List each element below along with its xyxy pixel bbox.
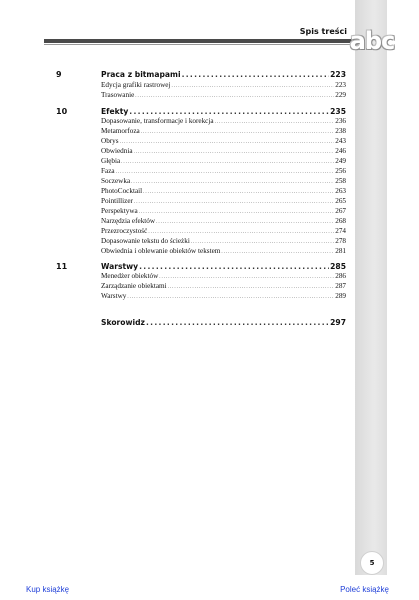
dot-leader [182, 70, 330, 79]
dot-leader [127, 295, 334, 300]
page-header-title: Spis treści [299, 27, 347, 36]
toc-entry [101, 292, 346, 302]
toc-entry [101, 127, 346, 137]
toc-entry-title: Edycja grafiki rastrowej [101, 81, 171, 89]
dot-leader [191, 240, 334, 245]
dot-leader [139, 210, 334, 215]
dot-leader [168, 285, 335, 290]
dot-leader [134, 150, 335, 155]
toc-index-entry [101, 318, 346, 328]
toc-page-number: 256 [335, 167, 346, 175]
toc-entry-title: Perspektywa [101, 207, 138, 215]
toc-page-number: 243 [335, 137, 346, 145]
dot-leader [159, 275, 334, 280]
toc-entry-title: Menedżer obiektów [101, 272, 159, 280]
toc-page-number: 265 [335, 197, 346, 205]
toc-entry-title: Metamorfoza [101, 127, 140, 135]
toc-entry-title: Dopasowanie, transformacje i korekcja [101, 117, 214, 125]
toc-chapter-entry [101, 262, 346, 272]
buy-book-link[interactable]: Kup książkę [26, 585, 70, 594]
toc-chapter-title: Warstwy [101, 262, 139, 271]
toc-page-number: 287 [335, 282, 346, 290]
dot-leader [156, 220, 334, 225]
toc-entry [101, 117, 346, 127]
toc-page-number: 223 [335, 81, 346, 89]
toc-page-number: 249 [335, 157, 346, 165]
toc-entry-title: Dopasowanie tekstu do ścieżki [101, 237, 190, 245]
dot-leader [215, 120, 335, 125]
toc-entry-title: Obwiednia i oblewanie obiektów tekstem [101, 247, 221, 255]
dot-leader [134, 200, 334, 205]
toc-entry [101, 282, 346, 292]
toc-entry-title: Soczewka [101, 177, 131, 185]
toc-chapter-entry [101, 70, 346, 80]
toc-entry-title: Pointillizer [101, 197, 133, 205]
dot-leader [139, 262, 329, 271]
toc-entry-title: Trasowanie [101, 91, 135, 99]
toc-page-number: 223 [330, 70, 346, 79]
dot-leader [143, 190, 334, 195]
toc-entry-title: Głębia [101, 157, 121, 165]
dot-leader [121, 160, 334, 165]
toc-entry [101, 247, 346, 257]
toc-page-number: 297 [330, 318, 346, 327]
chapter-number: 9 [56, 70, 62, 79]
toc-entry-title: Obwiednia [101, 147, 133, 155]
dot-leader [148, 230, 334, 235]
toc-entry-title: Warstwy [101, 292, 127, 300]
toc-page-number: 246 [335, 147, 346, 155]
abc-logo: abc [349, 27, 395, 55]
toc-page-number: 229 [335, 91, 346, 99]
toc-entry-title: PhotoCocktail [101, 187, 143, 195]
toc-entry [101, 207, 346, 217]
toc-entry [101, 272, 346, 282]
toc-page-number: 278 [335, 237, 346, 245]
toc-entry-title: Obrys [101, 137, 119, 145]
recommend-book-link[interactable]: Poleć książkę [340, 585, 389, 594]
toc-entry [101, 147, 346, 157]
toc-entry-title: Zarządzanie obiektami [101, 282, 167, 290]
chapter-number: 11 [56, 262, 68, 271]
toc-page-number: 267 [335, 207, 346, 215]
toc-entry [101, 187, 346, 197]
dot-leader [141, 130, 335, 135]
dot-leader [129, 107, 329, 116]
toc-entry [101, 157, 346, 167]
toc-entry [101, 217, 346, 227]
toc-page-number: 238 [335, 127, 346, 135]
toc-entry-title: Faza [101, 167, 115, 175]
toc-entry [101, 237, 346, 247]
toc-page-number: 286 [335, 272, 346, 280]
toc-page-number: 236 [335, 117, 346, 125]
toc-index-title: Skorowidz [101, 318, 145, 327]
dot-leader [135, 94, 334, 99]
dot-leader [221, 250, 334, 255]
toc-entry [101, 91, 346, 101]
toc-entry [101, 137, 346, 147]
chapter-number: 10 [56, 107, 68, 116]
toc-chapter-entry [101, 107, 346, 117]
toc-page-number: 274 [335, 227, 346, 235]
toc-chapter-title: Praca z bitmapami [101, 70, 181, 79]
toc-page-number: 258 [335, 177, 346, 185]
toc-entry [101, 197, 346, 207]
toc-page-number: 268 [335, 217, 346, 225]
toc-page-number: 285 [330, 262, 346, 271]
toc-page-number: 263 [335, 187, 346, 195]
dot-leader [171, 84, 334, 89]
toc-page-number: 235 [330, 107, 346, 116]
toc-entry [101, 167, 346, 177]
page-number-badge: 5 [360, 551, 384, 575]
toc-entry-title: Narzędzia efektów [101, 217, 156, 225]
toc-chapter-title: Efekty [101, 107, 129, 116]
toc-entry-title: Przezroczystość [101, 227, 148, 235]
toc-page-number: 281 [335, 247, 346, 255]
dot-leader [116, 170, 335, 175]
dot-leader [131, 180, 334, 185]
toc-page-number: 289 [335, 292, 346, 300]
toc-entry [101, 81, 346, 91]
toc-entry [101, 177, 346, 187]
dot-leader [146, 318, 329, 327]
toc-entry [101, 227, 346, 237]
dot-leader [120, 140, 335, 145]
